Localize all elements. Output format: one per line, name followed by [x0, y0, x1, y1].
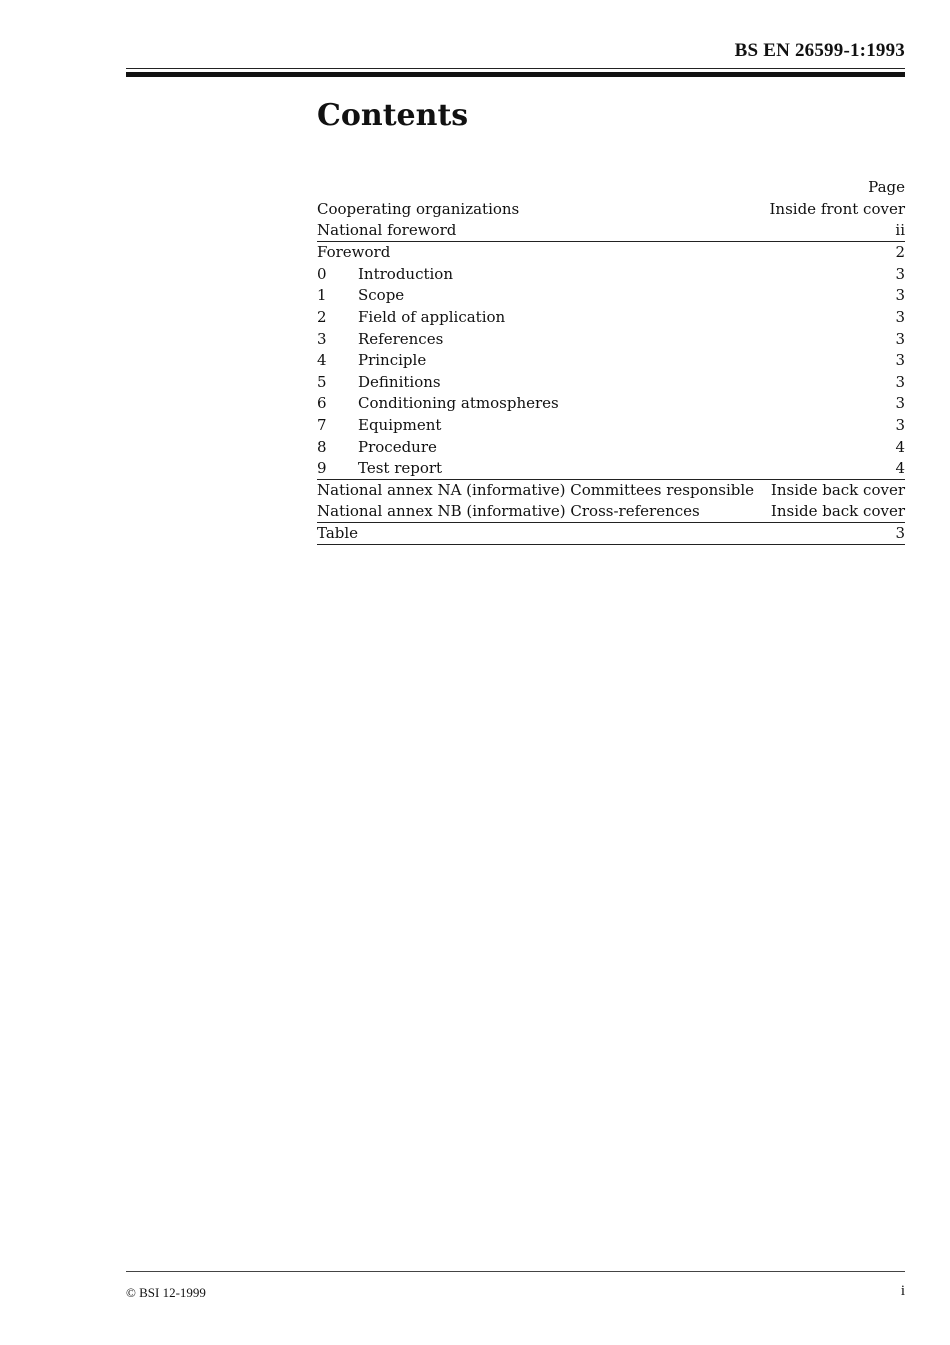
page-column-header: Page	[868, 178, 905, 196]
copyright-notice: © BSI 12-1999	[126, 1285, 206, 1300]
toc-entry-page: 3	[895, 394, 905, 413]
toc-entry-title	[317, 501, 700, 522]
table-of-contents	[317, 177, 905, 545]
toc-entry-title	[317, 307, 505, 328]
toc-entry[interactable]	[317, 198, 905, 220]
toc-entry[interactable]	[317, 414, 905, 436]
toc-entry[interactable]	[317, 242, 905, 264]
toc-entry-label: Equipment	[358, 415, 442, 434]
toc-entry-title	[317, 372, 441, 393]
toc-entry-label: National foreword	[317, 220, 457, 239]
toc-entry-page: ii	[895, 220, 905, 239]
toc-entry-number: 0	[317, 264, 327, 283]
toc-entry[interactable]	[317, 393, 905, 415]
toc-entry-title	[317, 242, 390, 263]
toc-entry-page: 3	[895, 329, 905, 348]
toc-entry-page: 3	[895, 286, 905, 305]
toc-entry-page: 3	[895, 307, 905, 326]
page-number: i	[900, 1283, 905, 1299]
toc-entry-title	[317, 480, 754, 501]
toc-entry-title	[317, 458, 442, 479]
toc-entry-title	[317, 393, 559, 414]
toc-entry-number: 4	[317, 351, 327, 370]
toc-entry-page: Inside back cover	[770, 502, 905, 521]
toc-entry-number: 7	[317, 415, 327, 434]
toc-entry[interactable]	[317, 458, 905, 480]
toc-entry-title	[317, 437, 437, 458]
toc-entry-page: 3	[895, 524, 905, 543]
toc-entry-page: 3	[895, 372, 905, 391]
toc-entry-page: 3	[895, 415, 905, 434]
toc-entry-label: Introduction	[358, 264, 453, 283]
toc-entry-label: Definitions	[358, 372, 441, 391]
toc-entry[interactable]	[317, 480, 905, 502]
page-title: Contents	[317, 98, 469, 133]
toc-entry-label: Principle	[358, 351, 427, 370]
toc-entry-number: 5	[317, 372, 327, 391]
toc-entry-page: 4	[895, 437, 905, 456]
toc-entry[interactable]	[317, 285, 905, 307]
toc-entry-number: 2	[317, 307, 327, 326]
toc-entry[interactable]	[317, 306, 905, 328]
toc-entry[interactable]	[317, 436, 905, 458]
toc-entry-label: Procedure	[358, 437, 437, 456]
toc-entry-page: Inside back cover	[770, 481, 905, 500]
toc-entry[interactable]	[317, 523, 905, 545]
toc-entry[interactable]	[317, 328, 905, 350]
toc-entry-title	[317, 415, 441, 436]
toc-entry-title	[317, 523, 358, 544]
document-id: BS EN 26599-1:1993	[734, 40, 905, 61]
toc-entry-title	[317, 350, 426, 371]
toc-entry-label: References	[358, 329, 444, 348]
toc-entry-title	[317, 220, 456, 241]
toc-entry-label: Scope	[358, 286, 405, 305]
toc-entry[interactable]	[317, 371, 905, 393]
toc-entry-page: 4	[895, 458, 905, 477]
toc-entry-label: Conditioning atmospheres	[358, 394, 559, 413]
toc-entry-title	[317, 329, 443, 350]
toc-entry-label: Cooperating organizations	[317, 199, 520, 218]
toc-entry-title	[317, 199, 519, 220]
toc-entry-title	[317, 264, 453, 285]
toc-entry-page: 2	[895, 243, 905, 262]
toc-entry-label: Foreword	[317, 243, 391, 262]
toc-entry-label: National annex NB (informative) Cross-references	[317, 502, 700, 521]
toc-entry-number: 9	[317, 458, 327, 477]
toc-entry-number: 8	[317, 437, 327, 456]
toc-entry-number: 6	[317, 394, 327, 413]
footer-rule	[126, 1271, 905, 1272]
toc-entry[interactable]	[317, 350, 905, 372]
toc-entry-label: Test report	[358, 458, 443, 477]
toc-entry-label: Field of application	[358, 307, 506, 326]
toc-entry-number: 3	[317, 329, 327, 348]
toc-entry[interactable]	[317, 263, 905, 285]
toc-entry[interactable]	[317, 220, 905, 242]
toc-entry[interactable]	[317, 501, 905, 523]
header-rule-thick	[126, 72, 905, 77]
header-rule-thin	[126, 68, 905, 69]
toc-entry-number: 1	[317, 286, 327, 305]
toc-entry-page: 3	[895, 264, 905, 283]
toc-entry-label: National annex NA (informative) Committees responsible	[317, 481, 755, 500]
toc-entry-title	[317, 285, 404, 306]
toc-entry-label: Table	[317, 524, 359, 543]
toc-entry-page: Inside front cover	[769, 199, 905, 218]
toc-entry-page: 3	[895, 351, 905, 370]
